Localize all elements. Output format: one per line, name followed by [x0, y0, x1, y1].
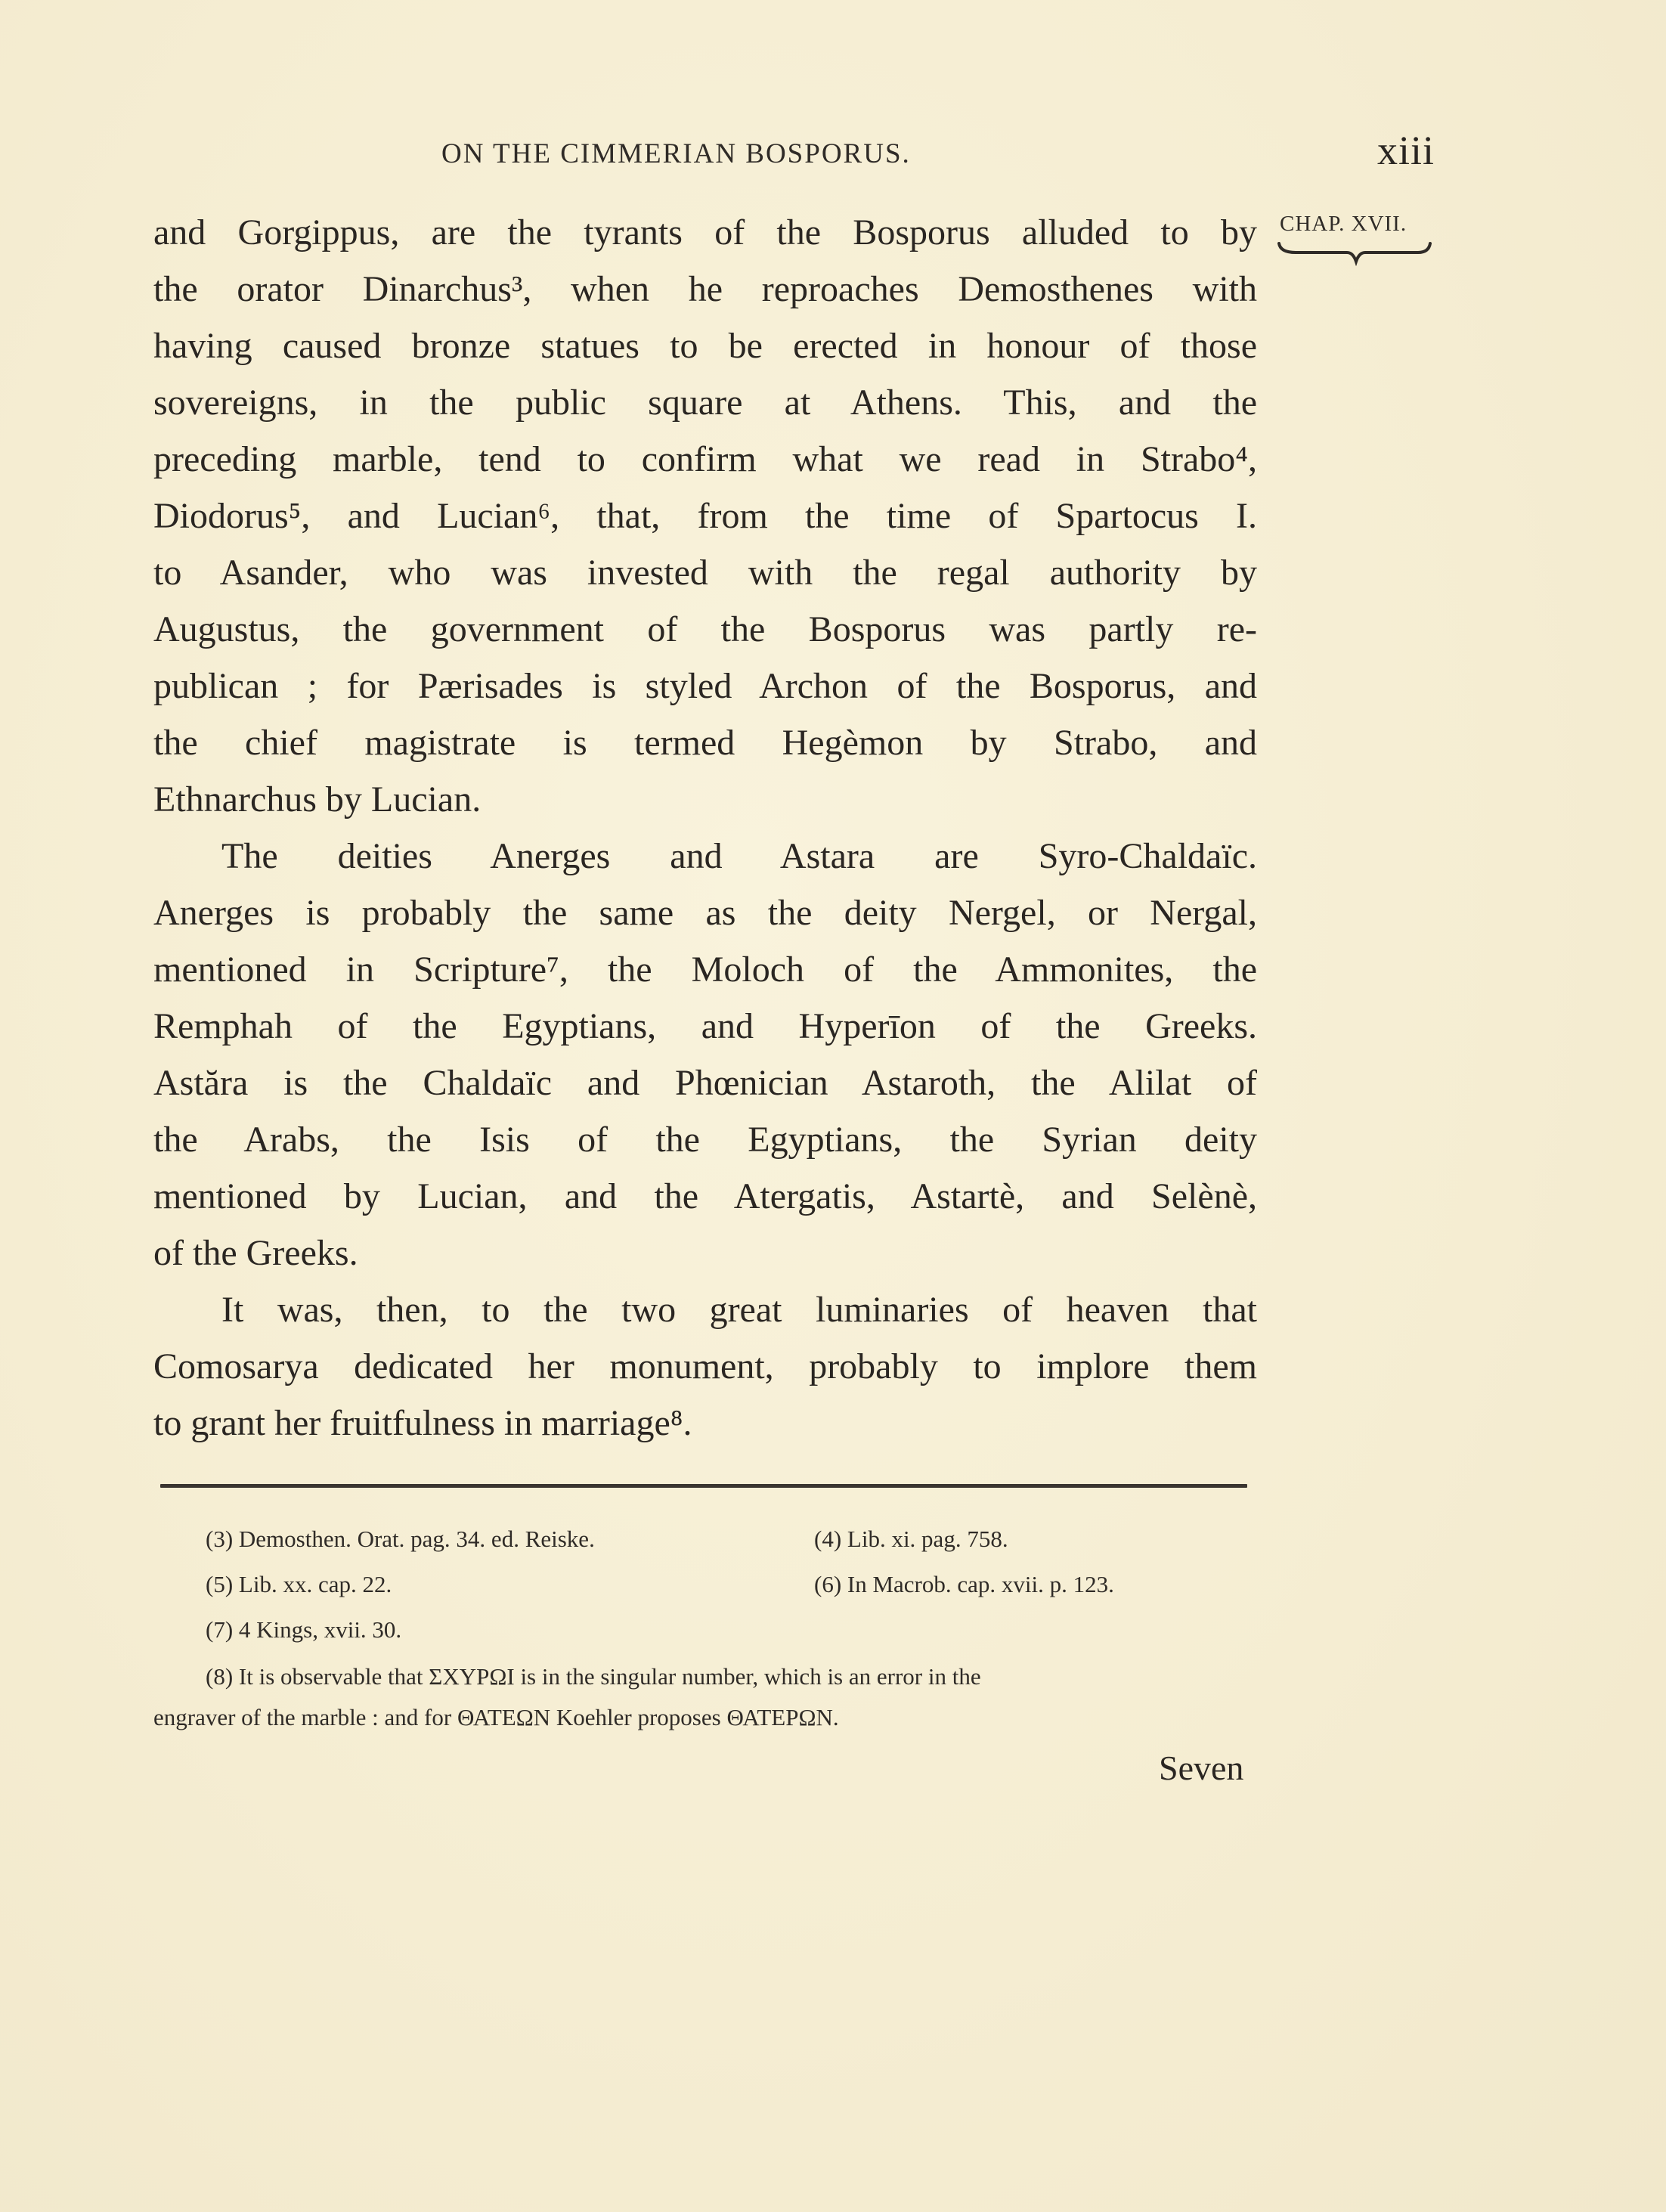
- body-line: preceding marble, tend to confirm what we read in Strabo⁴,: [153, 439, 1257, 479]
- body-line: Anerges is probably the same as the deity Nergel, or Nergal,: [153, 893, 1257, 933]
- page-number: xiii: [1377, 128, 1435, 173]
- body-line: It was, then, to the two great luminaries of heaven that: [221, 1290, 1257, 1330]
- footnote-7: (7) 4 Kings, xvii. 30.: [206, 1616, 402, 1643]
- body-line: having caused bronze statues to be erected in honour of those: [153, 326, 1257, 366]
- body-line: to Asander, who was invested with the regal authority by: [153, 553, 1257, 593]
- body-line: the chief magistrate is termed Hegèmon by Strabo, and: [153, 723, 1257, 763]
- body-line: publican ; for Pærisades is styled Archon of the Bosporus, and: [153, 666, 1257, 706]
- footnote-5: (5) Lib. xx. cap. 22.: [206, 1571, 392, 1597]
- chapter-brace-icon: [1277, 240, 1432, 266]
- body-line: the Arabs, the Isis of the Egyptians, the Syrian deity: [153, 1120, 1257, 1160]
- footnote-6: (6) In Macrob. cap. xvii. p. 123.: [814, 1571, 1114, 1597]
- body-line: Diodorus⁵, and Lucian⁶, that, from the time of Spartocus I.: [153, 496, 1257, 536]
- footnote-divider: [160, 1484, 1247, 1488]
- body-line: Ethnarchus by Lucian.: [153, 779, 482, 819]
- footnote-4: (4) Lib. xi. pag. 758.: [814, 1526, 1008, 1552]
- body-line: The deities Anerges and Astara are Syro-Chaldaïc.: [221, 836, 1257, 876]
- body-text: [153, 204, 1257, 1451]
- body-line: Augustus, the government of the Bosporus was partly re-: [153, 609, 1257, 649]
- body-line: the orator Dinarchus³, when he reproaches Demosthenes with: [153, 269, 1257, 309]
- footnote-3: (3) Demosthen. Orat. pag. 34. ed. Reiske.: [206, 1526, 595, 1552]
- body-line: mentioned in Scripture⁷, the Moloch of the Ammonites, the: [153, 950, 1257, 990]
- footnote-8-line-2: engraver of the marble : and for ΘΑΤΕΩΝ Koehler proposes ΘΑΤΕΡΩΝ.: [153, 1704, 839, 1730]
- body-line: and Gorgippus, are the tyrants of the Bosporus alluded to by: [153, 212, 1257, 252]
- catchword: Seven: [1159, 1749, 1244, 1787]
- body-line: of the Greeks.: [153, 1233, 358, 1273]
- footnote-8-line-1: (8) It is observable that ΣΧΥΡΩΙ is in the singular number, which is an error in the: [206, 1663, 981, 1690]
- body-line: Comosarya dedicated her monument, probably to implore them: [153, 1346, 1257, 1386]
- body-line: to grant her fruitfulness in marriage⁸.: [153, 1403, 692, 1443]
- body-line: Astăra is the Chaldaïc and Phœnician Astaroth, the Alilat of: [153, 1063, 1257, 1103]
- body-line: Remphah of the Egyptians, and Hyperīon of the Greeks.: [153, 1006, 1257, 1046]
- running-title: ON THE CIMMERIAN BOSPORUS.: [441, 138, 911, 169]
- body-line: sovereigns, in the public square at Athens. This, and the: [153, 383, 1257, 423]
- chapter-marker: CHAP. XVII.: [1280, 212, 1407, 236]
- body-line: mentioned by Lucian, and the Atergatis, Astartè, and Selènè,: [153, 1176, 1257, 1216]
